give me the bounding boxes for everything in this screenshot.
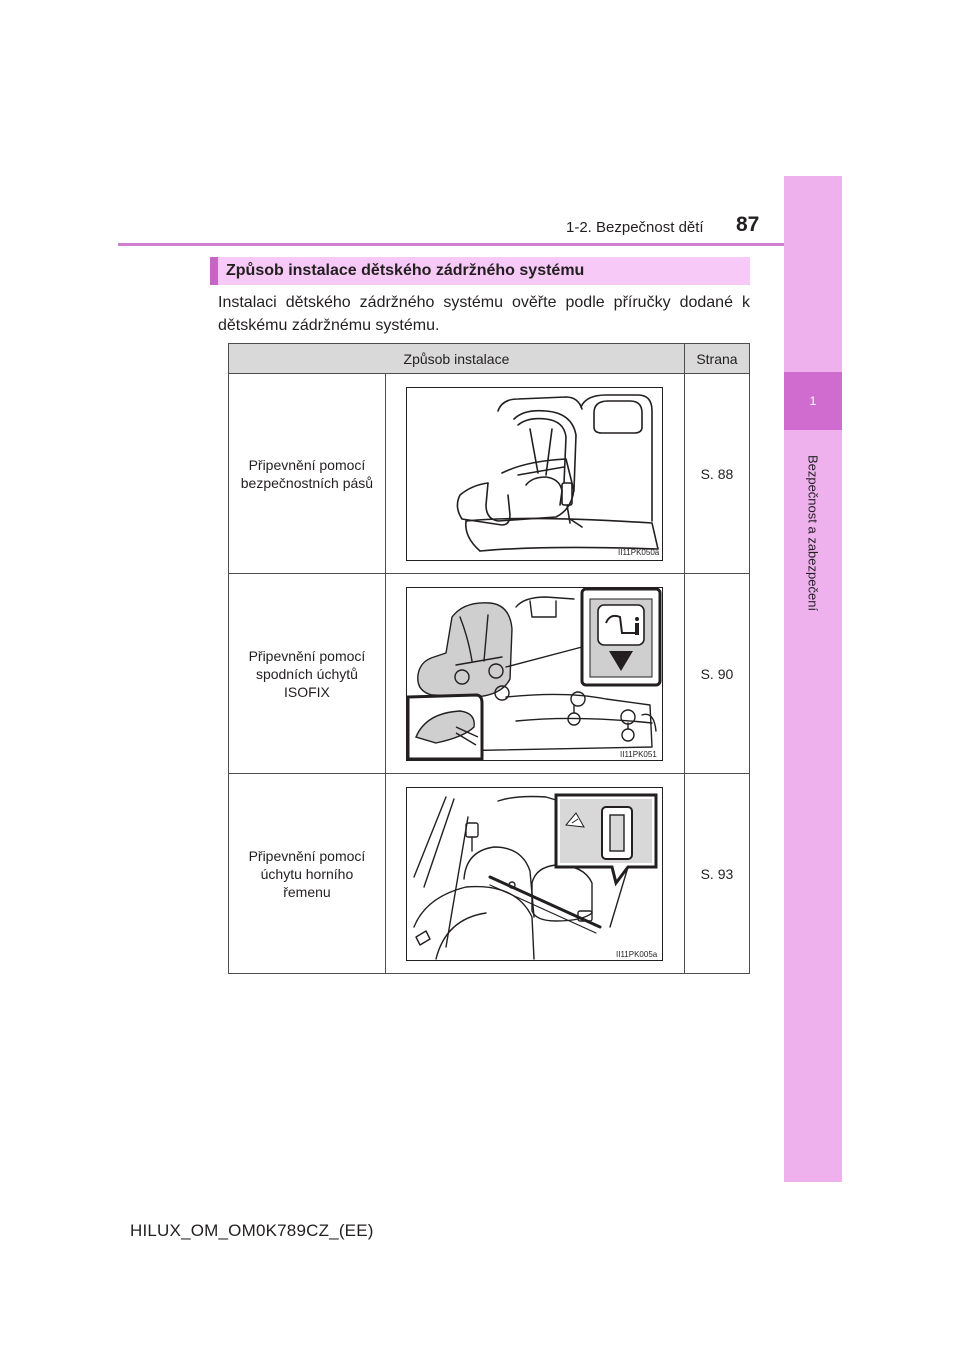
installation-methods-table — [228, 343, 750, 974]
table-row — [229, 374, 750, 574]
table-row — [229, 774, 750, 974]
page-number: 87 — [736, 213, 760, 236]
table-header-row — [229, 344, 750, 374]
section-title: 1-2. Bezpečnost dětí — [566, 219, 704, 236]
figure-code: II11PK051 — [620, 749, 658, 759]
illustration-cell — [385, 574, 684, 774]
figure-code: II11PK050a — [618, 547, 660, 557]
illustration-cell — [385, 774, 684, 974]
column-header-method: Způsob instalace — [229, 344, 685, 374]
document-footer: HILUX_OM_OM0K789CZ_(EE) — [130, 1221, 374, 1240]
illustration-cell — [385, 374, 684, 574]
header-rule — [118, 243, 784, 246]
isofix-child-seat-illustration — [406, 587, 663, 761]
seatbelt-child-seat-illustration — [406, 387, 663, 561]
method-cell: Připevnění pomocí spodních úchytů ISOFIX — [229, 574, 386, 774]
section-heading-text: Způsob instalace dětského zádržného systému — [226, 262, 585, 279]
chapter-number-tab[interactable] — [784, 372, 842, 430]
page-reference[interactable]: S. 88 — [684, 374, 749, 574]
section-heading — [210, 257, 750, 285]
top-tether-illustration — [406, 787, 663, 961]
heading-accent-bar — [210, 257, 218, 285]
chapter-side-tab — [784, 176, 842, 1182]
table-row — [229, 574, 750, 774]
chapter-title: Bezpečnost a zabezpečení — [805, 454, 821, 612]
method-cell: Připevnění pomocí bezpečnostních pásů — [229, 374, 386, 574]
figure-code: II11PK005a — [616, 949, 658, 959]
page-reference[interactable]: S. 90 — [684, 574, 749, 774]
page-reference[interactable]: S. 93 — [684, 774, 749, 974]
chapter-number: 1 — [809, 394, 817, 408]
method-cell: Připevnění pomocí úchytu horního řemenu — [229, 774, 386, 974]
intro-paragraph: Instalaci dětského zádržného systému ověřte podle příručky dodané k dětskému zádržnému systému. — [218, 294, 750, 334]
column-header-page: Strana — [684, 344, 749, 374]
